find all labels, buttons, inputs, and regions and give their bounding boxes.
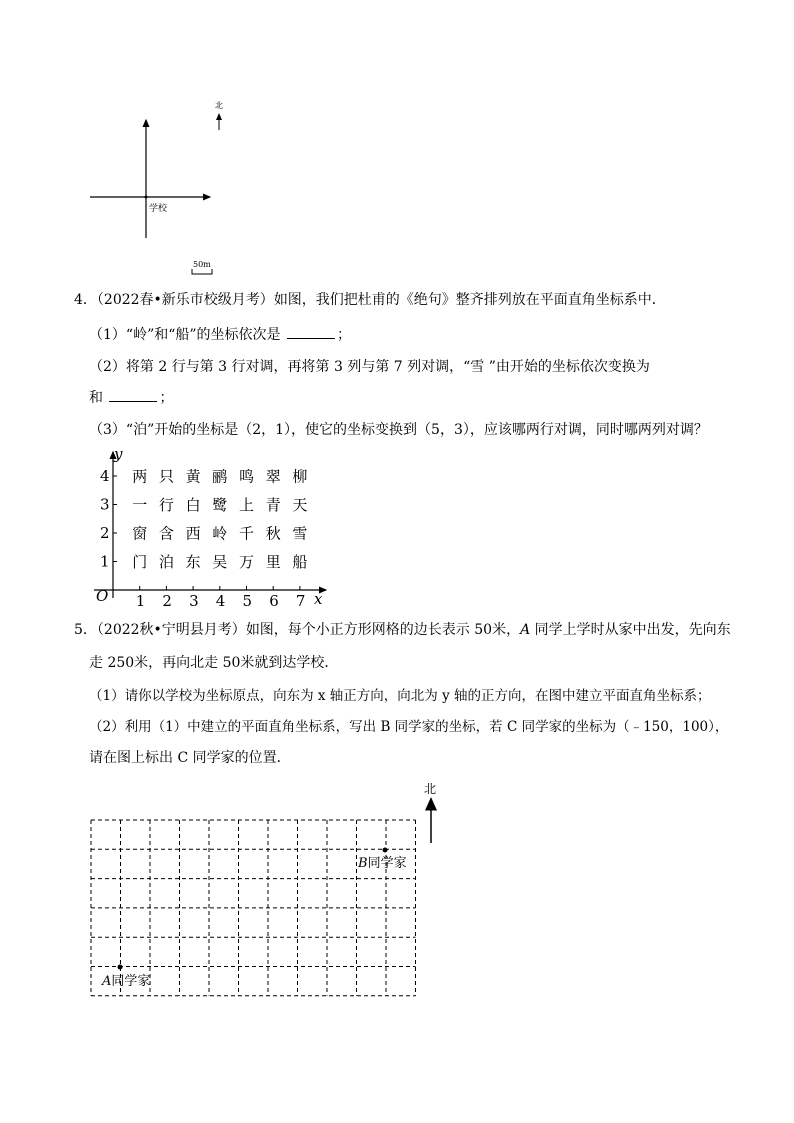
q4-poem-chars <box>132 468 307 572</box>
q4-part1-end: ； <box>337 327 351 343</box>
q5-part2-line2: 请在图上标出 C 同学家的位置． <box>89 750 291 766</box>
q4-x-tick-label: 6 <box>269 592 279 610</box>
q4-poem-char: 只 <box>158 467 174 486</box>
q4-x-tick-label: 2 <box>162 592 172 610</box>
q4-x-tick-label: 7 <box>295 592 306 610</box>
q4-poem-char: 西 <box>185 524 201 543</box>
q4-part2-end: ； <box>159 390 174 406</box>
q4-poem-char: 吴 <box>212 553 228 571</box>
q4-poem-char: 门 <box>132 553 148 571</box>
q5-A-point <box>118 965 123 970</box>
q4-poem-char: 岭 <box>212 524 228 543</box>
q4-poem-char: 白 <box>185 496 201 514</box>
q4-y-tick-label: 4 <box>100 467 110 485</box>
q4-origin: O <box>96 587 109 605</box>
q4-y-tick-label: 2 <box>100 524 110 542</box>
q5-dashed-grid <box>91 820 416 996</box>
q4-y-ticks <box>100 467 117 571</box>
q4-poem-char: 翠 <box>265 467 281 486</box>
q5-stem <box>74 620 731 640</box>
q5-A-label: A同学家 <box>102 974 151 989</box>
q4-x-tick-label: 3 <box>189 592 199 610</box>
q4-poem-grid <box>0 445 794 615</box>
q3-north-label: 北 <box>215 101 223 110</box>
q4-poem-char: 窗 <box>132 524 148 543</box>
q4-poem-char: 鸣 <box>239 467 255 486</box>
q5-intro-A: A <box>520 622 531 638</box>
q5-part2: （2）利用（1）中建立的平面直角坐标系，写出 B 同学家的坐标，若 C 同学家的坐标为（﹣150，100）， <box>89 719 729 735</box>
q4-part1-text: （1）“岭”和“船”的坐标依次是 <box>89 327 281 343</box>
q5-number: 5． <box>74 622 97 638</box>
q4-y-label: y <box>114 445 123 463</box>
q4-part3 <box>89 420 708 440</box>
q5-B-label: B同学家 <box>358 856 407 871</box>
q5-intro-a: 如图，每个小正方形网格的边长表示 50米， <box>245 622 521 638</box>
q4-poem-char: 含 <box>158 524 174 543</box>
q4-part1-blank[interactable] <box>287 326 335 339</box>
q4-poem-char: 鹂 <box>212 467 228 486</box>
q4-number: 4． <box>74 292 97 308</box>
q5-north-label: 北 <box>424 782 437 796</box>
q3-scale-bar <box>192 269 212 274</box>
q4-part1 <box>89 325 351 345</box>
q4-poem-char: 泊 <box>158 553 174 571</box>
q4-poem-char: 鹭 <box>212 496 228 514</box>
q3-school-label: 学校 <box>149 204 168 214</box>
q5-source: （2022秋•宁明县月考） <box>96 622 246 638</box>
q3-school-point <box>145 196 148 199</box>
q5-grid-figure <box>0 775 794 1005</box>
q4-part2-blank[interactable] <box>109 389 157 402</box>
q4-poem-char: 上 <box>239 496 255 514</box>
q5-part1: （1）请你以学校为坐标原点，向东为 x 轴正方向，向北为 y 轴的正方向，在图中建立平面直角坐标系； <box>89 688 711 704</box>
q4-part2-and: 和 <box>89 390 103 406</box>
q5-line2: 走 250米，再向北走 50米就到达学校． <box>89 655 339 671</box>
q4-x-tick-label: 1 <box>135 592 146 610</box>
q4-poem-char: 一 <box>132 496 148 514</box>
q4-part2 <box>89 357 650 377</box>
q4-y-tick-label: 3 <box>100 495 110 514</box>
q4-poem-char: 船 <box>292 553 308 571</box>
q4-poem-char: 雪 <box>292 524 308 543</box>
q4-poem-char: 行 <box>158 496 174 514</box>
q3-figure <box>0 0 794 290</box>
q4-part2-line2 <box>89 388 173 408</box>
q4-poem-char: 千 <box>239 524 255 543</box>
q3-scale-label: 50m <box>193 260 211 269</box>
q4-y-tick-label: 1 <box>100 552 110 571</box>
q4-x-tick-label: 4 <box>215 592 226 610</box>
q4-poem-char: 里 <box>265 553 281 571</box>
q4-part2-text: （2）将第 2 行与第 3 行对调，再将第 3 列与第 7 列对调，“雪 ”由开始的坐标依次变换为 <box>89 359 650 375</box>
q4-stem <box>74 290 666 310</box>
q4-poem-char: 两 <box>132 467 148 486</box>
q4-poem-char: 东 <box>185 553 201 571</box>
q4-poem-char: 柳 <box>292 467 308 486</box>
q4-poem-char: 天 <box>292 496 308 514</box>
q4-poem-char: 万 <box>239 553 255 571</box>
q4-source: （2022春•新乐市校级月考） <box>96 292 274 308</box>
q4-intro: 如图，我们把杜甫的《绝句》整齐排列放在平面直角坐标系中． <box>273 292 666 308</box>
q4-poem-char: 秋 <box>265 524 281 543</box>
q5-B-point <box>383 848 388 853</box>
q4-x-tick-label: 5 <box>242 592 253 610</box>
q4-poem-char: 黄 <box>185 467 201 486</box>
q4-part3-text: （3）“泊”开始的坐标是（2，1），使它的坐标变换到（5，3），应该哪两行对调，同时哪两列对调？ <box>89 422 708 438</box>
q4-x-label: x <box>314 590 323 608</box>
q4-poem-char: 青 <box>265 496 281 514</box>
q5-intro-b: 同学上学时从家中出发，先向东 <box>530 622 731 638</box>
